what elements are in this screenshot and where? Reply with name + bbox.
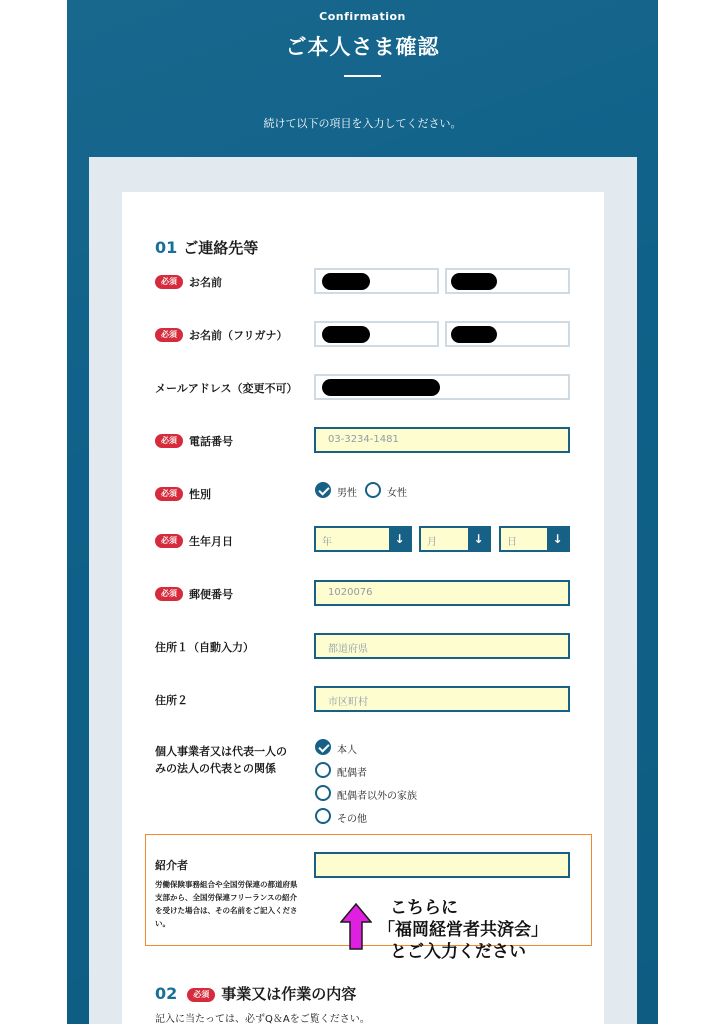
prefecture-input[interactable] bbox=[314, 633, 570, 659]
last-name-input[interactable] bbox=[314, 268, 439, 294]
introducer-label: 紹介者 bbox=[155, 859, 188, 872]
city-input[interactable] bbox=[314, 686, 570, 712]
address1-label: 住所１（自動入力） bbox=[155, 641, 254, 654]
phone-input[interactable] bbox=[314, 427, 570, 453]
redaction-mark bbox=[451, 326, 497, 343]
introducer-input[interactable] bbox=[314, 852, 570, 878]
gender-label: 必須 性別 bbox=[155, 486, 211, 502]
section1-title-text: ご連絡先等 bbox=[183, 239, 259, 257]
required-badge: 必須 bbox=[155, 275, 183, 289]
relation-spouse-radio[interactable] bbox=[315, 762, 331, 778]
gender-male-radio[interactable] bbox=[315, 482, 331, 498]
name-label: 必須 お名前 bbox=[155, 274, 222, 290]
chevron-down-icon: ↓ bbox=[389, 528, 410, 550]
section1-number: 01 bbox=[155, 238, 178, 257]
required-badge: 必須 bbox=[155, 487, 183, 501]
section2-title-text: 事業又は作業の内容 bbox=[221, 985, 357, 1003]
relation-other-label: その他 bbox=[337, 814, 367, 825]
section2-note: 記入に当たっては、必ずQ＆Aをご覧ください。 bbox=[155, 1014, 370, 1024]
required-badge: 必須 bbox=[155, 434, 183, 448]
relation-spouse-label: 配偶者 bbox=[337, 768, 367, 779]
gender-female-label: 女性 bbox=[387, 488, 407, 499]
city-placeholder: 市区町村 bbox=[328, 697, 368, 708]
title-underline bbox=[344, 75, 381, 77]
relation-other-radio[interactable] bbox=[315, 808, 331, 824]
section1-title bbox=[155, 237, 258, 258]
relation-self-radio[interactable] bbox=[315, 739, 331, 755]
chevron-down-icon: ↓ bbox=[547, 528, 568, 550]
page-title: ご本人さま確認 bbox=[285, 35, 440, 59]
last-name-kana-input[interactable] bbox=[314, 321, 439, 347]
annotation-line2: 「福岡経営者共済会」 bbox=[378, 920, 548, 940]
birth-day-select[interactable]: 日 ↓ bbox=[499, 526, 570, 552]
redaction-mark bbox=[322, 273, 370, 290]
section2-number: 02 bbox=[155, 984, 178, 1003]
annotation-text bbox=[378, 897, 548, 963]
relation-self-label: 本人 bbox=[337, 745, 357, 756]
page-subtitle: 続けて以下の項目を入力してください。 bbox=[263, 117, 462, 130]
postal-code-input[interactable] bbox=[314, 580, 570, 606]
annotation-line3: とご入力ください bbox=[390, 942, 526, 962]
postal-label: 必須 郵便番号 bbox=[155, 586, 233, 602]
first-name-input[interactable] bbox=[445, 268, 570, 294]
section2-title bbox=[155, 983, 356, 1004]
phone-label: 必須 電話番号 bbox=[155, 433, 233, 449]
introducer-note: 労働保険事務組合や全国労保連の都道府県支部から、全国労保連フリーランスの紹介を受けた場合は、その名前をご記入ください。 bbox=[155, 880, 298, 928]
gender-female-radio[interactable] bbox=[365, 482, 381, 498]
up-arrow-icon bbox=[340, 903, 372, 950]
first-name-kana-input[interactable] bbox=[445, 321, 570, 347]
relation-family-label: 配偶者以外の家族 bbox=[337, 791, 417, 802]
birthdate-label: 必須 生年月日 bbox=[155, 533, 233, 549]
relation-label-line2: みの法人の代表との関係 bbox=[155, 762, 276, 775]
relation-family-radio[interactable] bbox=[315, 785, 331, 801]
email-label: メールアドレス（変更不可） bbox=[155, 382, 298, 395]
gender-male-label: 男性 bbox=[337, 488, 357, 499]
header-en-title: Confirmation bbox=[319, 10, 406, 23]
required-badge: 必須 bbox=[155, 328, 183, 342]
prefecture-placeholder: 都道府県 bbox=[328, 644, 368, 655]
relation-label-line1: 個人事業者又は代表一人の bbox=[155, 745, 287, 758]
birth-year-select[interactable]: 年 ↓ bbox=[314, 526, 412, 552]
chevron-down-icon: ↓ bbox=[468, 528, 489, 550]
redaction-mark bbox=[322, 326, 370, 343]
phone-placeholder: 03-3234-1481 bbox=[328, 434, 399, 445]
birth-month-select[interactable]: 月 ↓ bbox=[419, 526, 491, 552]
email-field[interactable] bbox=[314, 374, 570, 400]
redaction-mark bbox=[322, 379, 440, 396]
redaction-mark bbox=[451, 273, 497, 290]
required-badge: 必須 bbox=[155, 587, 183, 601]
required-badge: 必須 bbox=[187, 988, 215, 1002]
annotation-line1: こちらに bbox=[390, 898, 458, 918]
furigana-label: 必須 お名前（フリガナ） bbox=[155, 327, 287, 343]
required-badge: 必須 bbox=[155, 534, 183, 548]
address2-label: 住所２ bbox=[155, 694, 188, 707]
postal-placeholder: 1020076 bbox=[328, 587, 373, 598]
